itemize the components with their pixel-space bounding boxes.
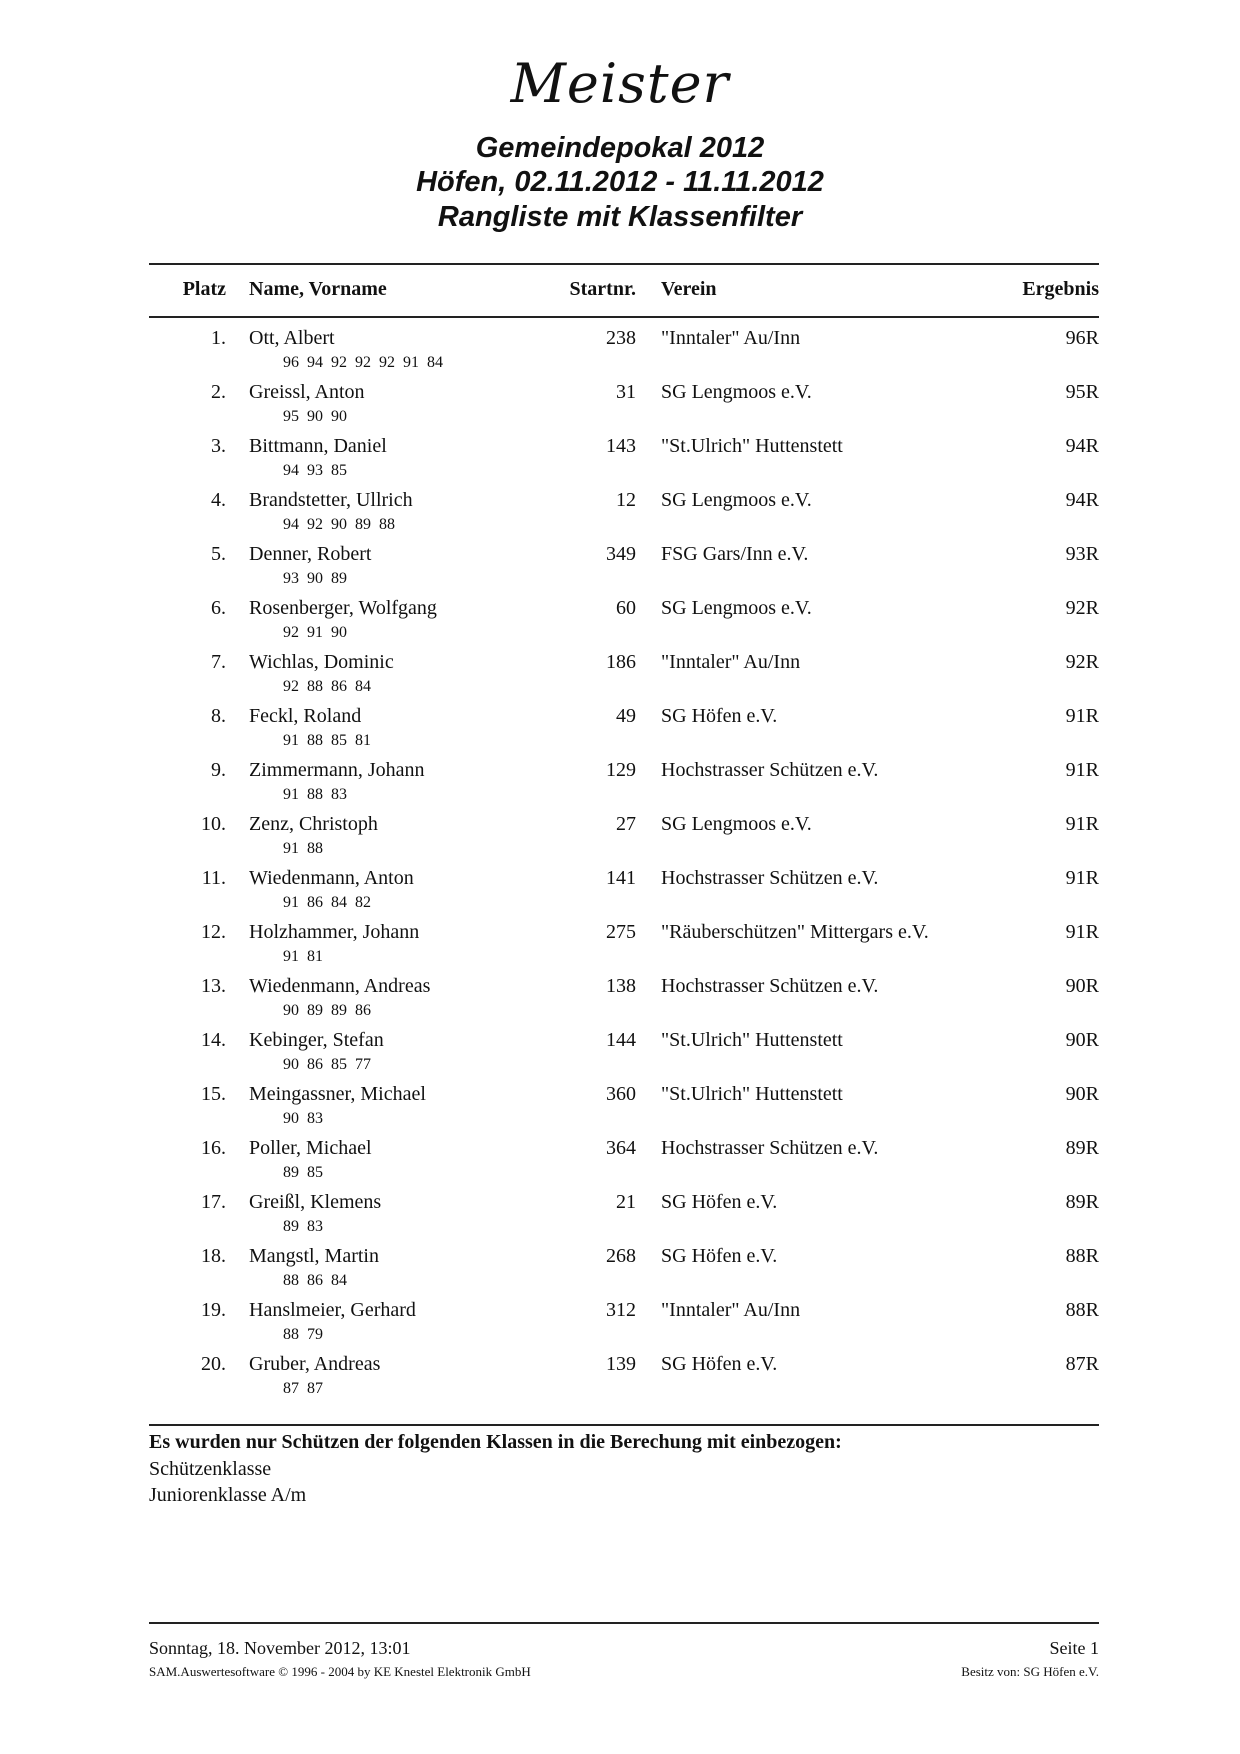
- result-cell: 88R: [1065, 1299, 1099, 1321]
- name-cell: Greissl, Anton: [249, 381, 365, 403]
- result-cell: 91R: [1065, 813, 1099, 835]
- table-end-rule: [149, 1424, 1099, 1426]
- table-row: [0, 597, 1240, 651]
- rank-cell: 13.: [201, 975, 226, 997]
- table-row: [0, 651, 1240, 705]
- start-number-cell: 21: [616, 1191, 636, 1213]
- name-cell: Meingassner, Michael: [249, 1083, 426, 1105]
- footer-software: SAM.Auswertesoftware © 1996 - 2004 by KE Knestel Elektronik GmbH: [149, 1664, 531, 1679]
- table-row: [0, 543, 1240, 597]
- table-row: [0, 1029, 1240, 1083]
- result-cell: 88R: [1065, 1245, 1099, 1267]
- name-cell: Wichlas, Dominic: [249, 651, 394, 673]
- class-item: Schützenklasse: [149, 1458, 272, 1480]
- start-number-cell: 312: [606, 1299, 636, 1321]
- footer-rule: [149, 1622, 1099, 1624]
- series-scores: 88 79: [283, 1326, 323, 1343]
- table-row: [0, 975, 1240, 1029]
- table-row: [0, 921, 1240, 975]
- club-cell: "Inntaler" Au/Inn: [661, 1299, 801, 1321]
- start-number-cell: 139: [606, 1353, 636, 1375]
- club-cell: SG Lengmoos e.V.: [661, 381, 812, 403]
- rank-cell: 11.: [201, 867, 226, 889]
- start-number-cell: 138: [606, 975, 636, 997]
- class-item: Juniorenklasse A/m: [149, 1484, 307, 1506]
- club-cell: "Räuberschützen" Mittergars e.V.: [661, 921, 929, 943]
- series-scores: 88 86 84: [283, 1272, 347, 1289]
- column-platz: Platz: [182, 278, 226, 300]
- series-scores: 96 94 92 92 92 91 84: [283, 354, 443, 371]
- result-cell: 90R: [1065, 1083, 1099, 1105]
- start-number-cell: 60: [616, 597, 636, 619]
- name-cell: Brandstetter, Ullrich: [249, 489, 413, 511]
- rank-cell: 17.: [201, 1191, 226, 1213]
- start-number-cell: 49: [616, 705, 636, 727]
- series-scores: 94 93 85: [283, 462, 347, 479]
- series-scores: 93 90 89: [283, 570, 347, 587]
- footer-datetime: Sonntag, 18. November 2012, 13:01: [149, 1638, 411, 1658]
- column-name: Name, Vorname: [249, 278, 387, 300]
- name-cell: Gruber, Andreas: [249, 1353, 381, 1375]
- series-scores: 90 83: [283, 1110, 323, 1127]
- rank-cell: 14.: [201, 1029, 226, 1051]
- rank-cell: 19.: [201, 1299, 226, 1321]
- name-cell: Holzhammer, Johann: [249, 921, 420, 943]
- start-number-cell: 12: [616, 489, 636, 511]
- result-cell: 91R: [1065, 921, 1099, 943]
- series-scores: 87 87: [283, 1380, 323, 1397]
- rank-cell: 2.: [211, 381, 226, 403]
- rank-cell: 15.: [201, 1083, 226, 1105]
- start-number-cell: 143: [606, 435, 636, 457]
- series-scores: 91 88: [283, 840, 323, 857]
- club-cell: Hochstrasser Schützen e.V.: [661, 975, 879, 997]
- rank-cell: 16.: [201, 1137, 226, 1159]
- event-location-dates: Höfen, 02.11.2012 - 11.11.2012: [416, 166, 824, 198]
- start-number-cell: 31: [616, 381, 636, 403]
- series-scores: 94 92 90 89 88: [283, 516, 395, 533]
- rank-cell: 7.: [211, 651, 226, 673]
- name-cell: Mangstl, Martin: [249, 1245, 379, 1267]
- result-cell: 93R: [1065, 543, 1099, 565]
- result-cell: 89R: [1065, 1137, 1099, 1159]
- name-cell: Bittmann, Daniel: [249, 435, 387, 457]
- rank-cell: 3.: [211, 435, 226, 457]
- name-cell: Denner, Robert: [249, 543, 372, 565]
- series-scores: 90 86 85 77: [283, 1056, 371, 1073]
- table-row: [0, 489, 1240, 543]
- class-filter-note: Es wurden nur Schützen der folgenden Klassen in die Berechung mit einbezogen:: [149, 1431, 842, 1453]
- series-scores: 91 88 85 81: [283, 732, 371, 749]
- club-cell: SG Lengmoos e.V.: [661, 813, 812, 835]
- table-row: [0, 705, 1240, 759]
- club-cell: SG Höfen e.V.: [661, 705, 778, 727]
- result-cell: 87R: [1065, 1353, 1099, 1375]
- header-top-rule: [149, 263, 1099, 265]
- start-number-cell: 129: [606, 759, 636, 781]
- table-row: [0, 381, 1240, 435]
- rank-cell: 4.: [211, 489, 226, 511]
- club-cell: Hochstrasser Schützen e.V.: [661, 867, 879, 889]
- series-scores: 95 90 90: [283, 408, 347, 425]
- series-scores: 92 91 90: [283, 624, 347, 641]
- table-row: [0, 327, 1240, 381]
- table-row: [0, 435, 1240, 489]
- footer-owner: Besitz von: SG Höfen e.V.: [961, 1664, 1099, 1679]
- table-row: [0, 1353, 1240, 1407]
- name-cell: Feckl, Roland: [249, 705, 362, 727]
- club-cell: "Inntaler" Au/Inn: [661, 327, 801, 349]
- club-cell: SG Höfen e.V.: [661, 1191, 778, 1213]
- club-cell: FSG Gars/Inn e.V.: [661, 543, 809, 565]
- result-cell: 92R: [1065, 597, 1099, 619]
- header-bottom-rule: [149, 316, 1099, 318]
- name-cell: Hanslmeier, Gerhard: [249, 1299, 416, 1321]
- result-cell: 90R: [1065, 975, 1099, 997]
- club-cell: SG Höfen e.V.: [661, 1353, 778, 1375]
- name-cell: Zimmermann, Johann: [249, 759, 425, 781]
- start-number-cell: 27: [616, 813, 636, 835]
- start-number-cell: 275: [606, 921, 636, 943]
- rank-cell: 10.: [201, 813, 226, 835]
- start-number-cell: 238: [606, 327, 636, 349]
- column-verein: Verein: [661, 278, 717, 300]
- rank-cell: 5.: [211, 543, 226, 565]
- footer-page-number: Seite 1: [1049, 1638, 1099, 1658]
- start-number-cell: 349: [606, 543, 636, 565]
- series-scores: 91 86 84 82: [283, 894, 371, 911]
- result-cell: 89R: [1065, 1191, 1099, 1213]
- column-ergebnis: Ergebnis: [1022, 278, 1099, 300]
- start-number-cell: 360: [606, 1083, 636, 1105]
- result-cell: 95R: [1065, 381, 1099, 403]
- club-cell: "Inntaler" Au/Inn: [661, 651, 801, 673]
- result-cell: 94R: [1065, 435, 1099, 457]
- series-scores: 89 85: [283, 1164, 323, 1181]
- start-number-cell: 144: [606, 1029, 636, 1051]
- series-scores: 91 88 83: [283, 786, 347, 803]
- table-row: [0, 1299, 1240, 1353]
- start-number-cell: 268: [606, 1245, 636, 1267]
- name-cell: Rosenberger, Wolfgang: [249, 597, 437, 619]
- rank-cell: 1.: [211, 327, 226, 349]
- name-cell: Poller, Michael: [249, 1137, 372, 1159]
- name-cell: Ott, Albert: [249, 327, 335, 349]
- result-cell: 91R: [1065, 705, 1099, 727]
- result-cell: 90R: [1065, 1029, 1099, 1051]
- rank-cell: 9.: [211, 759, 226, 781]
- name-cell: Kebinger, Stefan: [249, 1029, 384, 1051]
- list-type: Rangliste mit Klassenfilter: [437, 201, 803, 233]
- table-row: [0, 1083, 1240, 1137]
- table-row: [0, 1191, 1240, 1245]
- start-number-cell: 364: [606, 1137, 636, 1159]
- result-cell: 91R: [1065, 867, 1099, 889]
- result-cell: 92R: [1065, 651, 1099, 673]
- table-row: [0, 759, 1240, 813]
- rank-cell: 12.: [201, 921, 226, 943]
- name-cell: Greißl, Klemens: [249, 1191, 382, 1213]
- column-startnr: Startnr.: [569, 278, 636, 300]
- club-cell: "St.Ulrich" Huttenstett: [661, 1083, 843, 1105]
- club-cell: Hochstrasser Schützen e.V.: [661, 759, 879, 781]
- event-name: Gemeindepokal 2012: [475, 132, 765, 164]
- table-row: [0, 867, 1240, 921]
- table-row: [0, 1245, 1240, 1299]
- club-cell: Hochstrasser Schützen e.V.: [661, 1137, 879, 1159]
- club-cell: SG Höfen e.V.: [661, 1245, 778, 1267]
- rank-cell: 8.: [211, 705, 226, 727]
- result-cell: 96R: [1065, 327, 1099, 349]
- series-scores: 89 83: [283, 1218, 323, 1235]
- start-number-cell: 141: [606, 867, 636, 889]
- name-cell: Wiedenmann, Andreas: [249, 975, 431, 997]
- club-cell: "St.Ulrich" Huttenstett: [661, 435, 843, 457]
- result-cell: 91R: [1065, 759, 1099, 781]
- rank-cell: 18.: [201, 1245, 226, 1267]
- name-cell: Zenz, Christoph: [249, 813, 378, 835]
- series-scores: 90 89 89 86: [283, 1002, 371, 1019]
- series-scores: 91 81: [283, 948, 323, 965]
- table-row: [0, 813, 1240, 867]
- result-cell: 94R: [1065, 489, 1099, 511]
- rank-cell: 6.: [211, 597, 226, 619]
- club-cell: SG Lengmoos e.V.: [661, 489, 812, 511]
- series-scores: 92 88 86 84: [283, 678, 371, 695]
- start-number-cell: 186: [606, 651, 636, 673]
- table-row: [0, 1137, 1240, 1191]
- name-cell: Wiedenmann, Anton: [249, 867, 414, 889]
- club-cell: SG Lengmoos e.V.: [661, 597, 812, 619]
- club-cell: "St.Ulrich" Huttenstett: [661, 1029, 843, 1051]
- rank-cell: 20.: [201, 1353, 226, 1375]
- document-title: Meister: [510, 52, 730, 115]
